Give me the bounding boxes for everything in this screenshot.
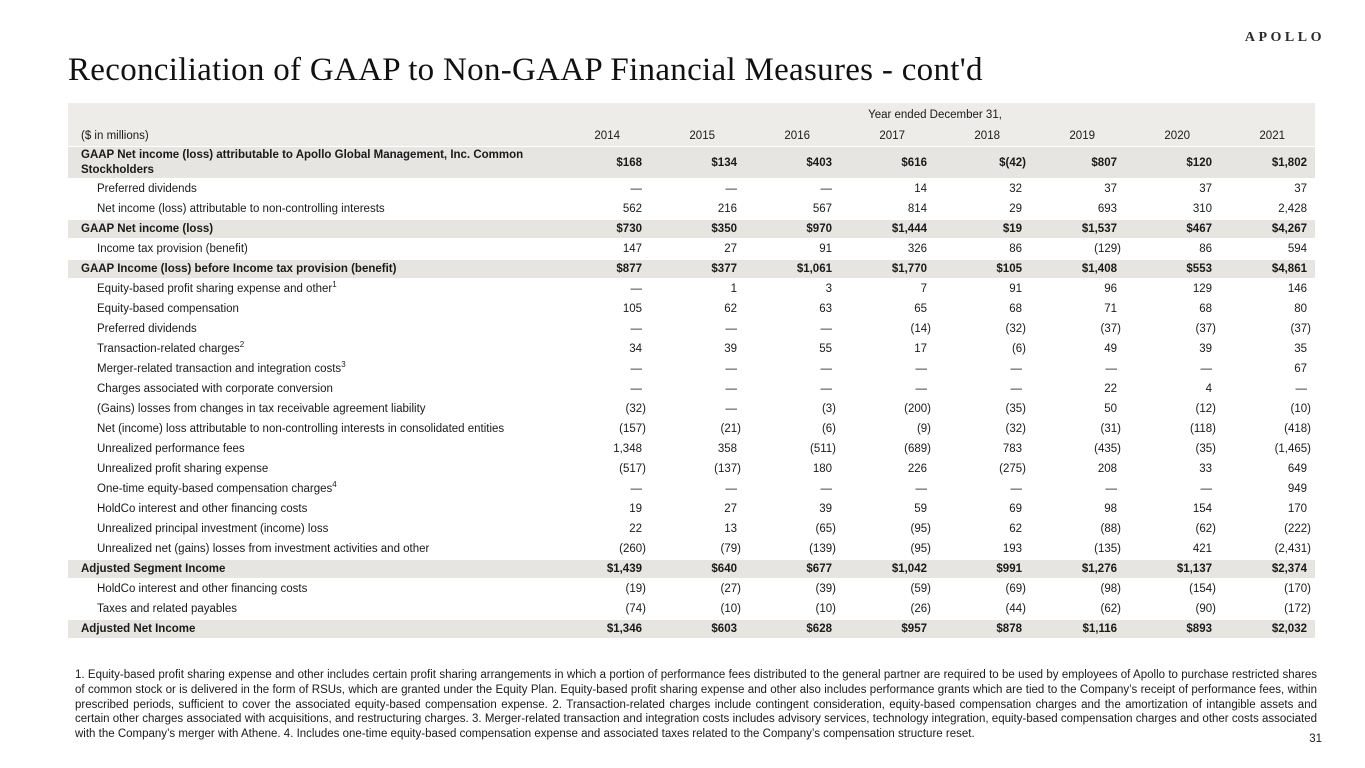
year-column-header: 2015 <box>689 129 715 142</box>
value-cell: $616 <box>901 156 927 169</box>
value-cell: $1,802 <box>1271 156 1307 169</box>
value-cell: (62) <box>1100 603 1121 615</box>
table-row <box>68 179 1315 199</box>
table-row <box>68 479 1315 499</box>
table-row <box>68 619 1315 639</box>
row-label: Equity-based compensation <box>97 302 239 315</box>
value-cell: $1,408 <box>1081 263 1117 275</box>
value-cell: — <box>725 383 737 395</box>
company-logo: APOLLO <box>1244 30 1325 45</box>
value-cell: (200) <box>904 403 931 415</box>
value-cell: 783 <box>1002 443 1022 455</box>
value-cell: 594 <box>1287 243 1307 255</box>
value-cell: (275) <box>999 463 1026 475</box>
value-cell: — <box>820 483 832 495</box>
value-cell: $168 <box>616 156 642 169</box>
footnote-marker: 3 <box>341 359 346 369</box>
value-cell: 80 <box>1294 303 1307 315</box>
table-row <box>68 299 1315 319</box>
value-cell: (1,465) <box>1274 443 1311 455</box>
year-column-header: 2019 <box>1069 129 1095 142</box>
value-cell: — <box>630 183 642 195</box>
value-cell: (95) <box>910 543 931 555</box>
table-row <box>68 599 1315 619</box>
row-label: GAAP Net income (loss) <box>81 222 214 235</box>
value-cell: 91 <box>1009 283 1022 295</box>
value-cell: — <box>915 363 927 375</box>
value-cell: (511) <box>810 443 836 455</box>
value-cell: (222) <box>1284 523 1311 535</box>
value-cell: 59 <box>914 503 927 515</box>
value-cell: 146 <box>1287 283 1307 295</box>
value-cell: 814 <box>907 203 927 215</box>
value-cell: (10) <box>815 603 836 615</box>
units-label: ($ in millions) <box>81 129 149 142</box>
value-cell: — <box>1105 483 1117 495</box>
value-cell: 180 <box>812 463 832 475</box>
row-label: One-time equity-based compensation charges$^4$ <box>97 479 337 495</box>
value-cell: (689) <box>904 443 931 455</box>
table-body <box>68 146 1315 639</box>
value-cell: (6) <box>1011 343 1026 355</box>
value-cell: $553 <box>1186 263 1212 275</box>
table-row <box>68 579 1315 599</box>
value-cell: (135) <box>1094 543 1121 555</box>
value-cell: (98) <box>1100 583 1121 595</box>
value-cell: (88) <box>1100 523 1121 535</box>
value-cell: 13 <box>724 523 737 535</box>
year-column-header: 2021 <box>1259 129 1285 142</box>
value-cell: (37) <box>1290 323 1311 335</box>
value-cell: 55 <box>819 343 832 355</box>
row-label: Adjusted Segment Income <box>81 562 226 575</box>
value-cell: — <box>1010 383 1022 395</box>
value-cell: 29 <box>1009 203 1022 215</box>
value-cell: — <box>1105 363 1117 375</box>
row-label: Transaction-related charges$^2$ <box>97 339 245 355</box>
value-cell: $970 <box>806 223 832 235</box>
value-cell: (21) <box>720 423 741 435</box>
value-cell: (435) <box>1094 443 1121 455</box>
value-cell: — <box>725 403 737 415</box>
value-cell: 7 <box>920 283 927 295</box>
year-column-header: 2017 <box>879 129 905 142</box>
value-cell: $377 <box>711 263 737 275</box>
row-label: Equity-based profit sharing expense and other$^1$ <box>97 279 337 295</box>
table-row <box>68 559 1315 579</box>
value-cell: (10) <box>720 603 741 615</box>
value-cell: 170 <box>1287 503 1307 515</box>
value-cell: $1,276 <box>1081 563 1117 575</box>
value-cell: (27) <box>720 583 741 595</box>
value-cell: 1,348 <box>613 443 642 455</box>
row-label: Net (income) loss attributable to non-controlling interests in consolidated entities <box>97 422 505 435</box>
value-cell: — <box>820 183 832 195</box>
row-label: HoldCo interest and other financing costs <box>97 502 308 515</box>
value-cell: 567 <box>812 203 832 215</box>
value-cell: — <box>820 383 832 395</box>
value-cell: 949 <box>1287 483 1307 495</box>
value-cell: 86 <box>1009 243 1022 255</box>
value-cell: (170) <box>1284 583 1311 595</box>
value-cell: $807 <box>1091 156 1117 169</box>
row-label: HoldCo interest and other financing costs <box>97 582 308 595</box>
value-cell: — <box>1010 483 1022 495</box>
value-cell: 96 <box>1104 283 1117 295</box>
value-cell: — <box>1200 363 1212 375</box>
value-cell: 35 <box>1294 343 1307 355</box>
row-label: Unrealized net (gains) losses from investment activities and other <box>97 542 430 555</box>
value-cell: — <box>630 323 642 335</box>
value-cell: 129 <box>1192 283 1212 295</box>
value-cell: (39) <box>815 583 836 595</box>
value-cell: (44) <box>1005 603 1026 615</box>
value-cell: 2,428 <box>1278 203 1307 215</box>
value-cell: (31) <box>1100 423 1121 435</box>
row-label: Preferred dividends <box>97 322 197 335</box>
value-cell: 14 <box>914 183 927 195</box>
value-cell: (35) <box>1195 443 1216 455</box>
value-cell: (37) <box>1195 323 1216 335</box>
value-cell: $(42) <box>999 156 1026 169</box>
value-cell: (154) <box>1189 583 1216 595</box>
value-cell: $877 <box>616 263 642 275</box>
table-row <box>68 499 1315 519</box>
value-cell: — <box>725 363 737 375</box>
value-cell: — <box>630 383 642 395</box>
row-label: Merger-related transaction and integration costs$^3$ <box>97 359 346 375</box>
table-row <box>68 339 1315 359</box>
value-cell: $1,137 <box>1176 563 1212 575</box>
table-row <box>68 319 1315 339</box>
value-cell: $4,861 <box>1271 263 1307 275</box>
footnote-marker: 2 <box>239 339 245 349</box>
value-cell: (74) <box>625 603 646 615</box>
value-cell: 39 <box>724 343 737 355</box>
value-cell: 27 <box>724 503 737 515</box>
period-header: Year ended December 31, <box>868 109 1002 121</box>
footnote-marker: 4 <box>332 479 337 489</box>
value-cell: 62 <box>724 303 737 315</box>
value-cell: 105 <box>622 303 642 315</box>
value-cell: (9) <box>916 423 931 435</box>
table-row <box>68 219 1315 239</box>
row-label: Charges associated with corporate conversion <box>97 382 333 395</box>
value-cell: (90) <box>1195 603 1216 615</box>
value-cell: (10) <box>1290 403 1311 415</box>
value-cell: (418) <box>1284 423 1311 435</box>
value-cell: (172) <box>1284 603 1311 615</box>
value-cell: — <box>820 363 832 375</box>
value-cell: (32) <box>1005 423 1026 435</box>
value-cell: — <box>915 383 927 395</box>
value-cell: (137) <box>714 463 741 475</box>
table-row <box>68 539 1315 559</box>
value-cell: $1,346 <box>606 623 642 635</box>
value-cell: (139) <box>809 543 836 555</box>
value-cell: (32) <box>1005 323 1026 335</box>
value-cell: $4,267 <box>1271 223 1307 235</box>
value-cell: 39 <box>1199 343 1212 355</box>
value-cell: 154 <box>1192 503 1212 515</box>
value-cell: — <box>725 483 737 495</box>
value-cell: — <box>630 283 642 295</box>
value-cell: — <box>1010 363 1022 375</box>
value-cell: $893 <box>1186 623 1212 635</box>
value-cell: 68 <box>1199 303 1212 315</box>
value-cell: 98 <box>1104 503 1117 515</box>
value-cell: (37) <box>1100 323 1121 335</box>
year-column-header: 2020 <box>1164 129 1190 142</box>
value-cell: $2,374 <box>1271 563 1307 575</box>
row-label: Unrealized performance fees <box>97 442 245 455</box>
table-row <box>68 239 1315 259</box>
footnotes: 1. Equity-based profit sharing expense and other includes certain profit sharing arrangements in which a portion of performance fees distributed to the general partner are required to be used by employees of Apollo to purchase restricted shares of common stock or is delivered in the form of RSUs, which are granted under the Equity Plan. Equity-based profit sharing expense and other also includes performance grants which are tied to the Company’s receipt of performance fees, within prescribed periods, sufficient to cover the associated equity-based compensation expense. 2. Transaction-related charges include contingent consideration, equity-based compensation charges and the amortization of intangible assets and certain other charges associated with acquisitions, and restructuring charges. 3. Merger-related transaction and integration costs includes advisory services, technology integration, equity-based compensation charges and other costs associated with the Company’s merger with Athene. 4. Includes one-time equity-based compensation expense and associated taxes related to the Company’s compensation structure reset. <box>75 669 1317 741</box>
table-row <box>68 419 1315 439</box>
table-row <box>68 259 1315 279</box>
table-row <box>68 399 1315 419</box>
value-cell: 34 <box>629 343 642 355</box>
value-cell: $1,439 <box>606 563 642 575</box>
value-cell: 37 <box>1104 183 1117 195</box>
value-cell: 226 <box>907 463 927 475</box>
value-cell: $120 <box>1186 156 1212 169</box>
value-cell: 69 <box>1009 503 1022 515</box>
value-cell: (3) <box>821 403 836 415</box>
table-row <box>68 199 1315 219</box>
value-cell: (19) <box>625 583 646 595</box>
value-cell: (129) <box>1094 243 1121 255</box>
value-cell: (118) <box>1190 423 1216 435</box>
value-cell: 49 <box>1104 343 1117 355</box>
value-cell: (14) <box>910 323 931 335</box>
value-cell: — <box>725 323 737 335</box>
value-cell: 68 <box>1009 303 1022 315</box>
value-cell: $403 <box>806 156 832 169</box>
value-cell: 37 <box>1199 183 1212 195</box>
value-cell: 37 <box>1294 183 1307 195</box>
value-cell: $640 <box>711 563 737 575</box>
value-cell: 3 <box>825 283 832 295</box>
value-cell: (2,431) <box>1274 543 1311 555</box>
value-cell: 693 <box>1097 203 1117 215</box>
value-cell: (517) <box>619 463 646 475</box>
value-cell: 326 <box>907 243 927 255</box>
value-cell: 193 <box>1002 543 1022 555</box>
value-cell: $1,770 <box>891 263 927 275</box>
value-cell: 19 <box>629 503 642 515</box>
value-cell: 86 <box>1199 243 1212 255</box>
value-cell: $19 <box>1002 223 1022 235</box>
financial-table <box>68 103 1315 639</box>
value-cell: $350 <box>711 223 737 235</box>
value-cell: — <box>1200 483 1212 495</box>
table-row <box>68 379 1315 399</box>
value-cell: $677 <box>806 563 832 575</box>
value-cell: 562 <box>622 203 642 215</box>
row-label: Income tax provision (benefit) <box>97 242 248 255</box>
value-cell: (35) <box>1005 403 1026 415</box>
value-cell: $2,032 <box>1271 623 1307 635</box>
value-cell: — <box>1295 383 1307 395</box>
value-cell: $1,061 <box>796 263 832 275</box>
row-label: Unrealized profit sharing expense <box>97 462 269 475</box>
value-cell: 22 <box>629 523 642 535</box>
value-cell: $467 <box>1186 223 1212 235</box>
value-cell: (157) <box>619 423 646 435</box>
table-row <box>68 146 1315 179</box>
row-label: Preferred dividends <box>97 182 197 195</box>
table-row <box>68 459 1315 479</box>
value-cell: — <box>915 483 927 495</box>
value-cell: 310 <box>1192 203 1212 215</box>
year-column-header: 2014 <box>594 129 620 142</box>
value-cell: $730 <box>616 223 642 235</box>
value-cell: $1,116 <box>1082 623 1117 635</box>
value-cell: 27 <box>724 243 737 255</box>
value-cell: $1,444 <box>891 223 927 235</box>
year-header-row <box>68 125 1315 146</box>
page-number: 31 <box>1309 733 1322 745</box>
value-cell: 67 <box>1294 363 1307 375</box>
value-cell: $105 <box>996 263 1022 275</box>
value-cell: 216 <box>717 203 737 215</box>
value-cell: 71 <box>1104 303 1117 315</box>
row-label: Net income (loss) attributable to non-controlling interests <box>97 202 385 215</box>
value-cell: 649 <box>1287 463 1307 475</box>
value-cell: — <box>820 323 832 335</box>
value-cell: (260) <box>619 543 646 555</box>
year-column-header: 2018 <box>974 129 1000 142</box>
row-label: GAAP Net income (loss) attributable to Apollo Global Management, Inc. Common Stockholders <box>81 148 524 176</box>
value-cell: $134 <box>711 156 737 169</box>
value-cell: 4 <box>1205 383 1212 395</box>
value-cell: 63 <box>819 303 832 315</box>
value-cell: $603 <box>711 623 737 635</box>
value-cell: $1,042 <box>891 563 927 575</box>
value-cell: 421 <box>1192 543 1212 555</box>
value-cell: 91 <box>819 243 832 255</box>
value-cell: 32 <box>1009 183 1022 195</box>
row-label: Taxes and related payables <box>97 602 238 615</box>
value-cell: (62) <box>1195 523 1216 535</box>
value-cell: 65 <box>914 303 927 315</box>
value-cell: (6) <box>821 423 836 435</box>
value-cell: 33 <box>1199 463 1212 475</box>
value-cell: (32) <box>625 403 646 415</box>
year-column-header: 2016 <box>784 129 810 142</box>
value-cell: — <box>725 183 737 195</box>
value-cell: 22 <box>1104 383 1117 395</box>
value-cell: (26) <box>910 603 931 615</box>
value-cell: $957 <box>901 623 927 635</box>
value-cell: — <box>630 483 642 495</box>
table-row <box>68 279 1315 299</box>
value-cell: 62 <box>1009 523 1022 535</box>
value-cell: 17 <box>914 343 927 355</box>
value-cell: $1,537 <box>1081 223 1117 235</box>
table-row <box>68 519 1315 539</box>
table-row <box>68 439 1315 459</box>
value-cell: 1 <box>730 283 737 295</box>
value-cell: 50 <box>1104 403 1117 415</box>
page-title: Reconciliation of GAAP to Non-GAAP Financial Measures - cont'd <box>68 52 983 88</box>
value-cell: (59) <box>910 583 931 595</box>
table-header <box>68 103 1315 146</box>
table-row <box>68 359 1315 379</box>
value-cell: — <box>630 363 642 375</box>
value-cell: $991 <box>996 563 1022 575</box>
value-cell: $878 <box>996 623 1022 635</box>
row-label: GAAP Income (loss) before Income tax provision (benefit) <box>81 262 397 275</box>
value-cell: (79) <box>720 543 741 555</box>
row-label: (Gains) losses from changes in tax receivable agreement liability <box>97 402 426 415</box>
value-cell: (12) <box>1195 403 1216 415</box>
value-cell: (69) <box>1005 583 1026 595</box>
value-cell: 147 <box>622 243 642 255</box>
row-label: Adjusted Net Income <box>81 622 196 635</box>
value-cell: $628 <box>806 623 832 635</box>
value-cell: (95) <box>910 523 931 535</box>
value-cell: 358 <box>717 443 737 455</box>
value-cell: 39 <box>819 503 832 515</box>
row-label: Unrealized principal investment (income) loss <box>97 522 329 535</box>
footnote-marker: 1 <box>332 279 337 289</box>
value-cell: 208 <box>1097 463 1117 475</box>
value-cell: (65) <box>815 523 836 535</box>
